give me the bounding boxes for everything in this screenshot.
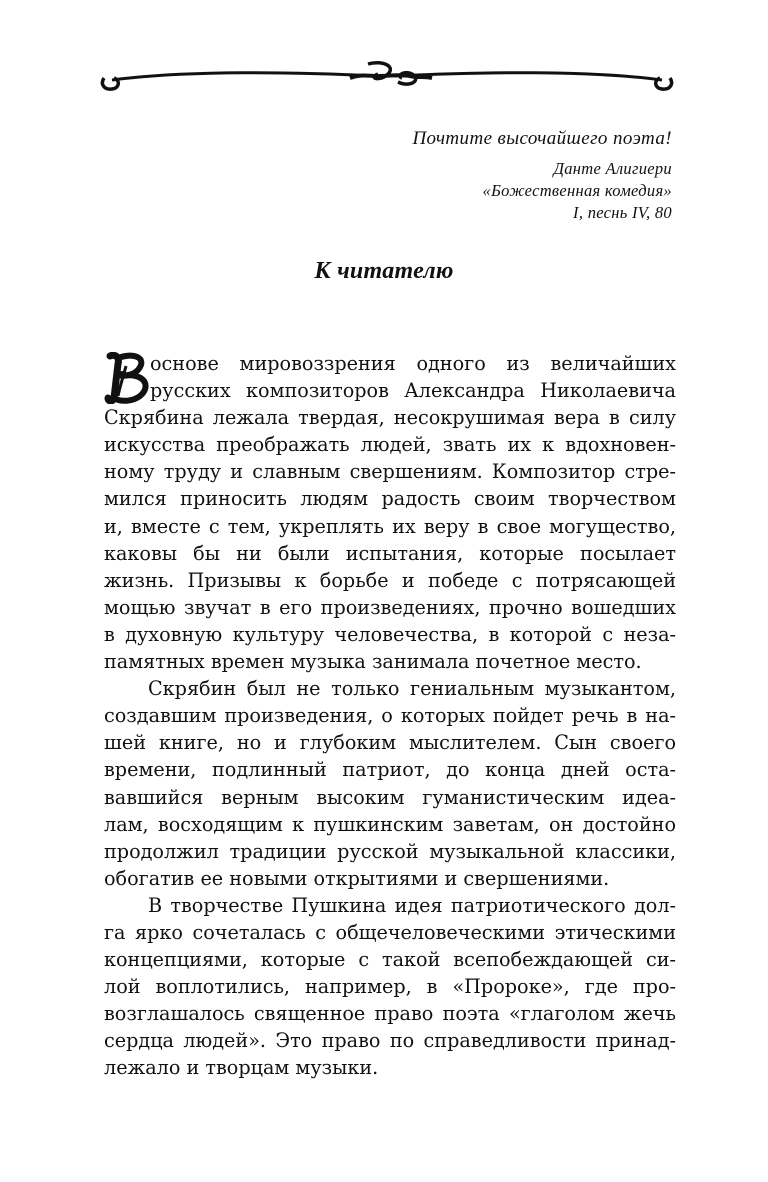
text-line: ному труду и славным свершениям. Композитор стре- — [104, 460, 676, 484]
body-text — [104, 350, 676, 1082]
text-line: времени, подлинный патриот, до конца дней оста- — [104, 758, 676, 782]
text-line: концепциями, которые с такой всепобеждающей си- — [104, 948, 676, 972]
text-line: сердца людей». Это право по справедливости принад- — [104, 1029, 676, 1053]
text-line: шей книге, но и глубоким мыслителем. Сын своего — [104, 731, 676, 755]
text-line: мощью звучат в его произведениях, прочно вошедших — [104, 595, 676, 619]
paragraphs — [104, 350, 676, 1082]
epigraph-author: Данте Алигиери — [553, 159, 672, 178]
drop-cap-letter — [104, 352, 152, 404]
text-line: искусства преображать людей, звать их к вдохновен- — [104, 433, 676, 457]
text-line: русских композиторов Александра Николаевича — [150, 379, 676, 403]
text-line: обогатив ее новыми открытиями и свершениями. — [104, 866, 610, 890]
text-line: продолжил традиции русской музыкальной классики, — [104, 839, 676, 863]
paragraph — [104, 350, 676, 675]
paragraph — [104, 675, 676, 892]
text-line: Скрябин был не только гениальным музыкантом, — [148, 677, 676, 701]
paragraph — [104, 892, 676, 1082]
text-line: и, вместе с тем, укреплять их веру в свое могущество, — [104, 514, 676, 538]
epigraph-quote: Почтите высочайшего поэта! — [412, 128, 672, 149]
text-line: га ярко сочеталась с общечеловеческими этическими — [104, 920, 676, 944]
text-line: мился приносить людям радость своим творчеством — [104, 487, 676, 511]
epigraph-source — [412, 158, 672, 224]
text-line: жизнь. Призывы к борьбе и победе с потрясающей — [104, 568, 676, 592]
text-line: В творчестве Пушкина идея патриотического дол- — [148, 893, 676, 917]
text-line: вавшийся верным высоким гуманистическим идеа- — [104, 785, 676, 809]
text-line: Скрябина лежала твердая, несокрушимая вера в силу — [104, 406, 676, 430]
text-line: лам, восходящим к пушкинским заветам, он достойно — [104, 812, 676, 836]
text-line: основе мировоззрения одного из величайших — [150, 352, 676, 375]
text-line: возглашалось священное право поэта «глаголом жечь — [104, 1002, 676, 1026]
text-line: памятных времен музыка занимала почетное место. — [104, 650, 642, 674]
text-line: в духовную культуру человечества, в которой с неза- — [104, 622, 676, 646]
chapter-title: К читателю — [314, 258, 454, 284]
text-line: каковы бы ни были испытания, которые посылает — [104, 541, 676, 565]
text-line: создавшим произведения, о которых пойдет речь в на- — [104, 704, 676, 728]
epigraph — [412, 128, 672, 224]
text-line: лой воплотились, например, в «Пророке», где про- — [104, 975, 676, 999]
epigraph-location: I, песнь IV, 80 — [573, 203, 672, 222]
header-ornament — [98, 56, 676, 96]
epigraph-work: «Божественная комедия» — [482, 181, 672, 200]
text-line: лежало и творцам музыки. — [104, 1056, 379, 1080]
